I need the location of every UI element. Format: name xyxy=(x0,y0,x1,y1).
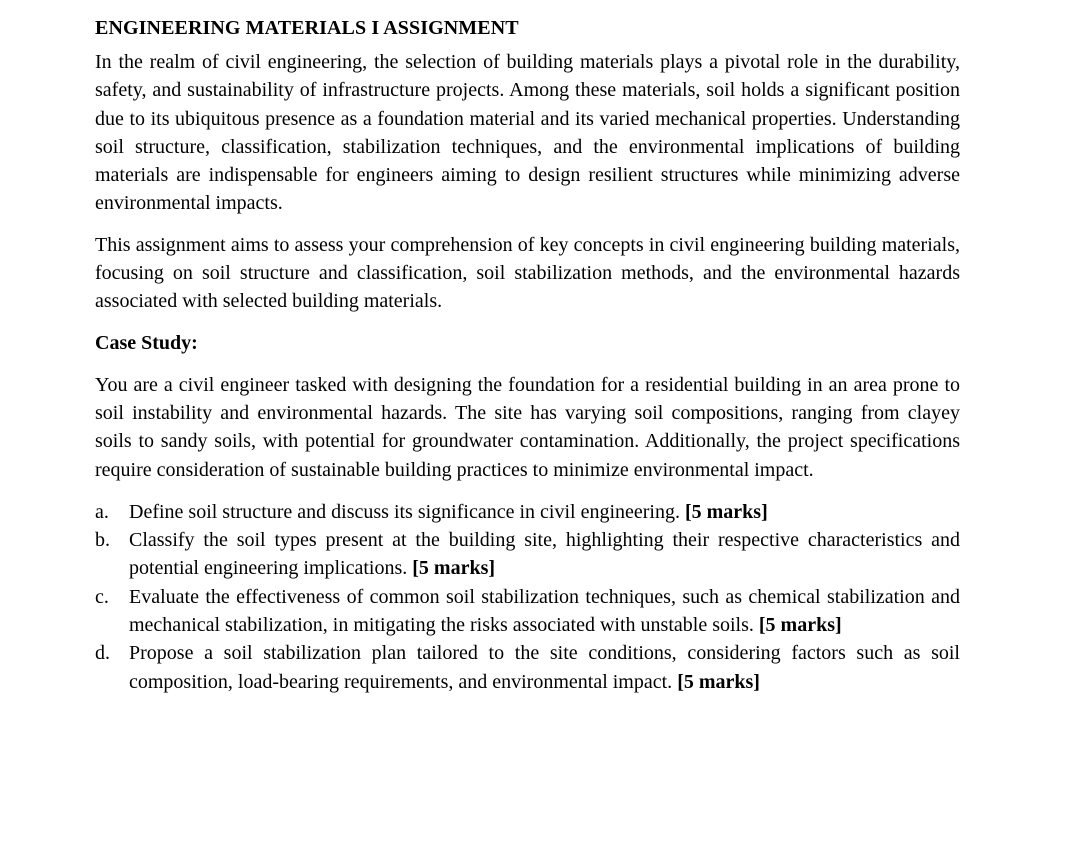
question-text xyxy=(129,583,960,640)
document-title: ENGINEERING MATERIALS I ASSIGNMENT xyxy=(95,17,519,39)
question-body: Evaluate the effectiveness of common soil stabilization techniques, such as chemical stabilization and mechanical stabilization, in mitigating the risks associated with unstable soils. xyxy=(129,585,960,637)
intro-paragraph-1: In the realm of civil engineering, the selection of building materials plays a pivotal role in the durability, safety, and sustainability of infrastructure projects. Among these materials, soil holds a significant position due to its ubiquitous presence as a foundation material and its varied mechanical properties. Understanding soil structure, classification, stabilization techniques, and the environmental implications of building materials are indispensable for engineers aiming to design resilient structures while minimizing adverse environmental impacts. xyxy=(95,51,960,215)
question-item-c xyxy=(95,583,960,640)
case-study-paragraph: You are a civil engineer tasked with designing the foundation for a residential building in an area prone to soil instability and environmental hazards. The site has varying soil compositions, ranging from clayey soils to sandy soils, with potential for groundwater contamination. Additionally, the project specifications require consideration of sustainable building practices to minimize environmental impact. xyxy=(95,373,960,481)
question-marks: [5 marks] xyxy=(677,670,760,693)
intro-paragraph-2: This assignment aims to assess your comprehension of key concepts in civil engineering building materials, focusing on soil structure and classification, soil stabilization methods, and the environmental hazards associated with selected building materials. xyxy=(95,233,960,313)
question-body: Classify the soil types present at the building site, highlighting their respective characteristics and potential engineering implications. xyxy=(129,529,960,580)
case-study-heading: Case Study: xyxy=(95,331,198,354)
question-list xyxy=(95,498,960,696)
question-marks: [5 marks] xyxy=(684,500,768,523)
question-marks: [5 marks] xyxy=(758,614,842,637)
question-item-b xyxy=(95,526,960,583)
question-letter: a. xyxy=(95,500,109,523)
document-page xyxy=(95,14,960,696)
question-item-a xyxy=(95,498,960,526)
question-letter: c. xyxy=(95,585,109,608)
question-text xyxy=(129,498,960,526)
question-marks: [5 marks] xyxy=(412,557,496,580)
question-letter: b. xyxy=(95,529,110,552)
question-body: Define soil structure and discuss its significance in civil engineering. xyxy=(129,500,685,523)
question-item-d xyxy=(95,639,960,696)
question-text xyxy=(129,639,960,696)
question-letter: d. xyxy=(95,642,110,665)
question-body: Propose a soil stabilization plan tailored to the site conditions, considering factors such as soil composition, load-bearing requirements, and environmental impact. xyxy=(129,642,960,693)
question-text xyxy=(129,526,960,583)
